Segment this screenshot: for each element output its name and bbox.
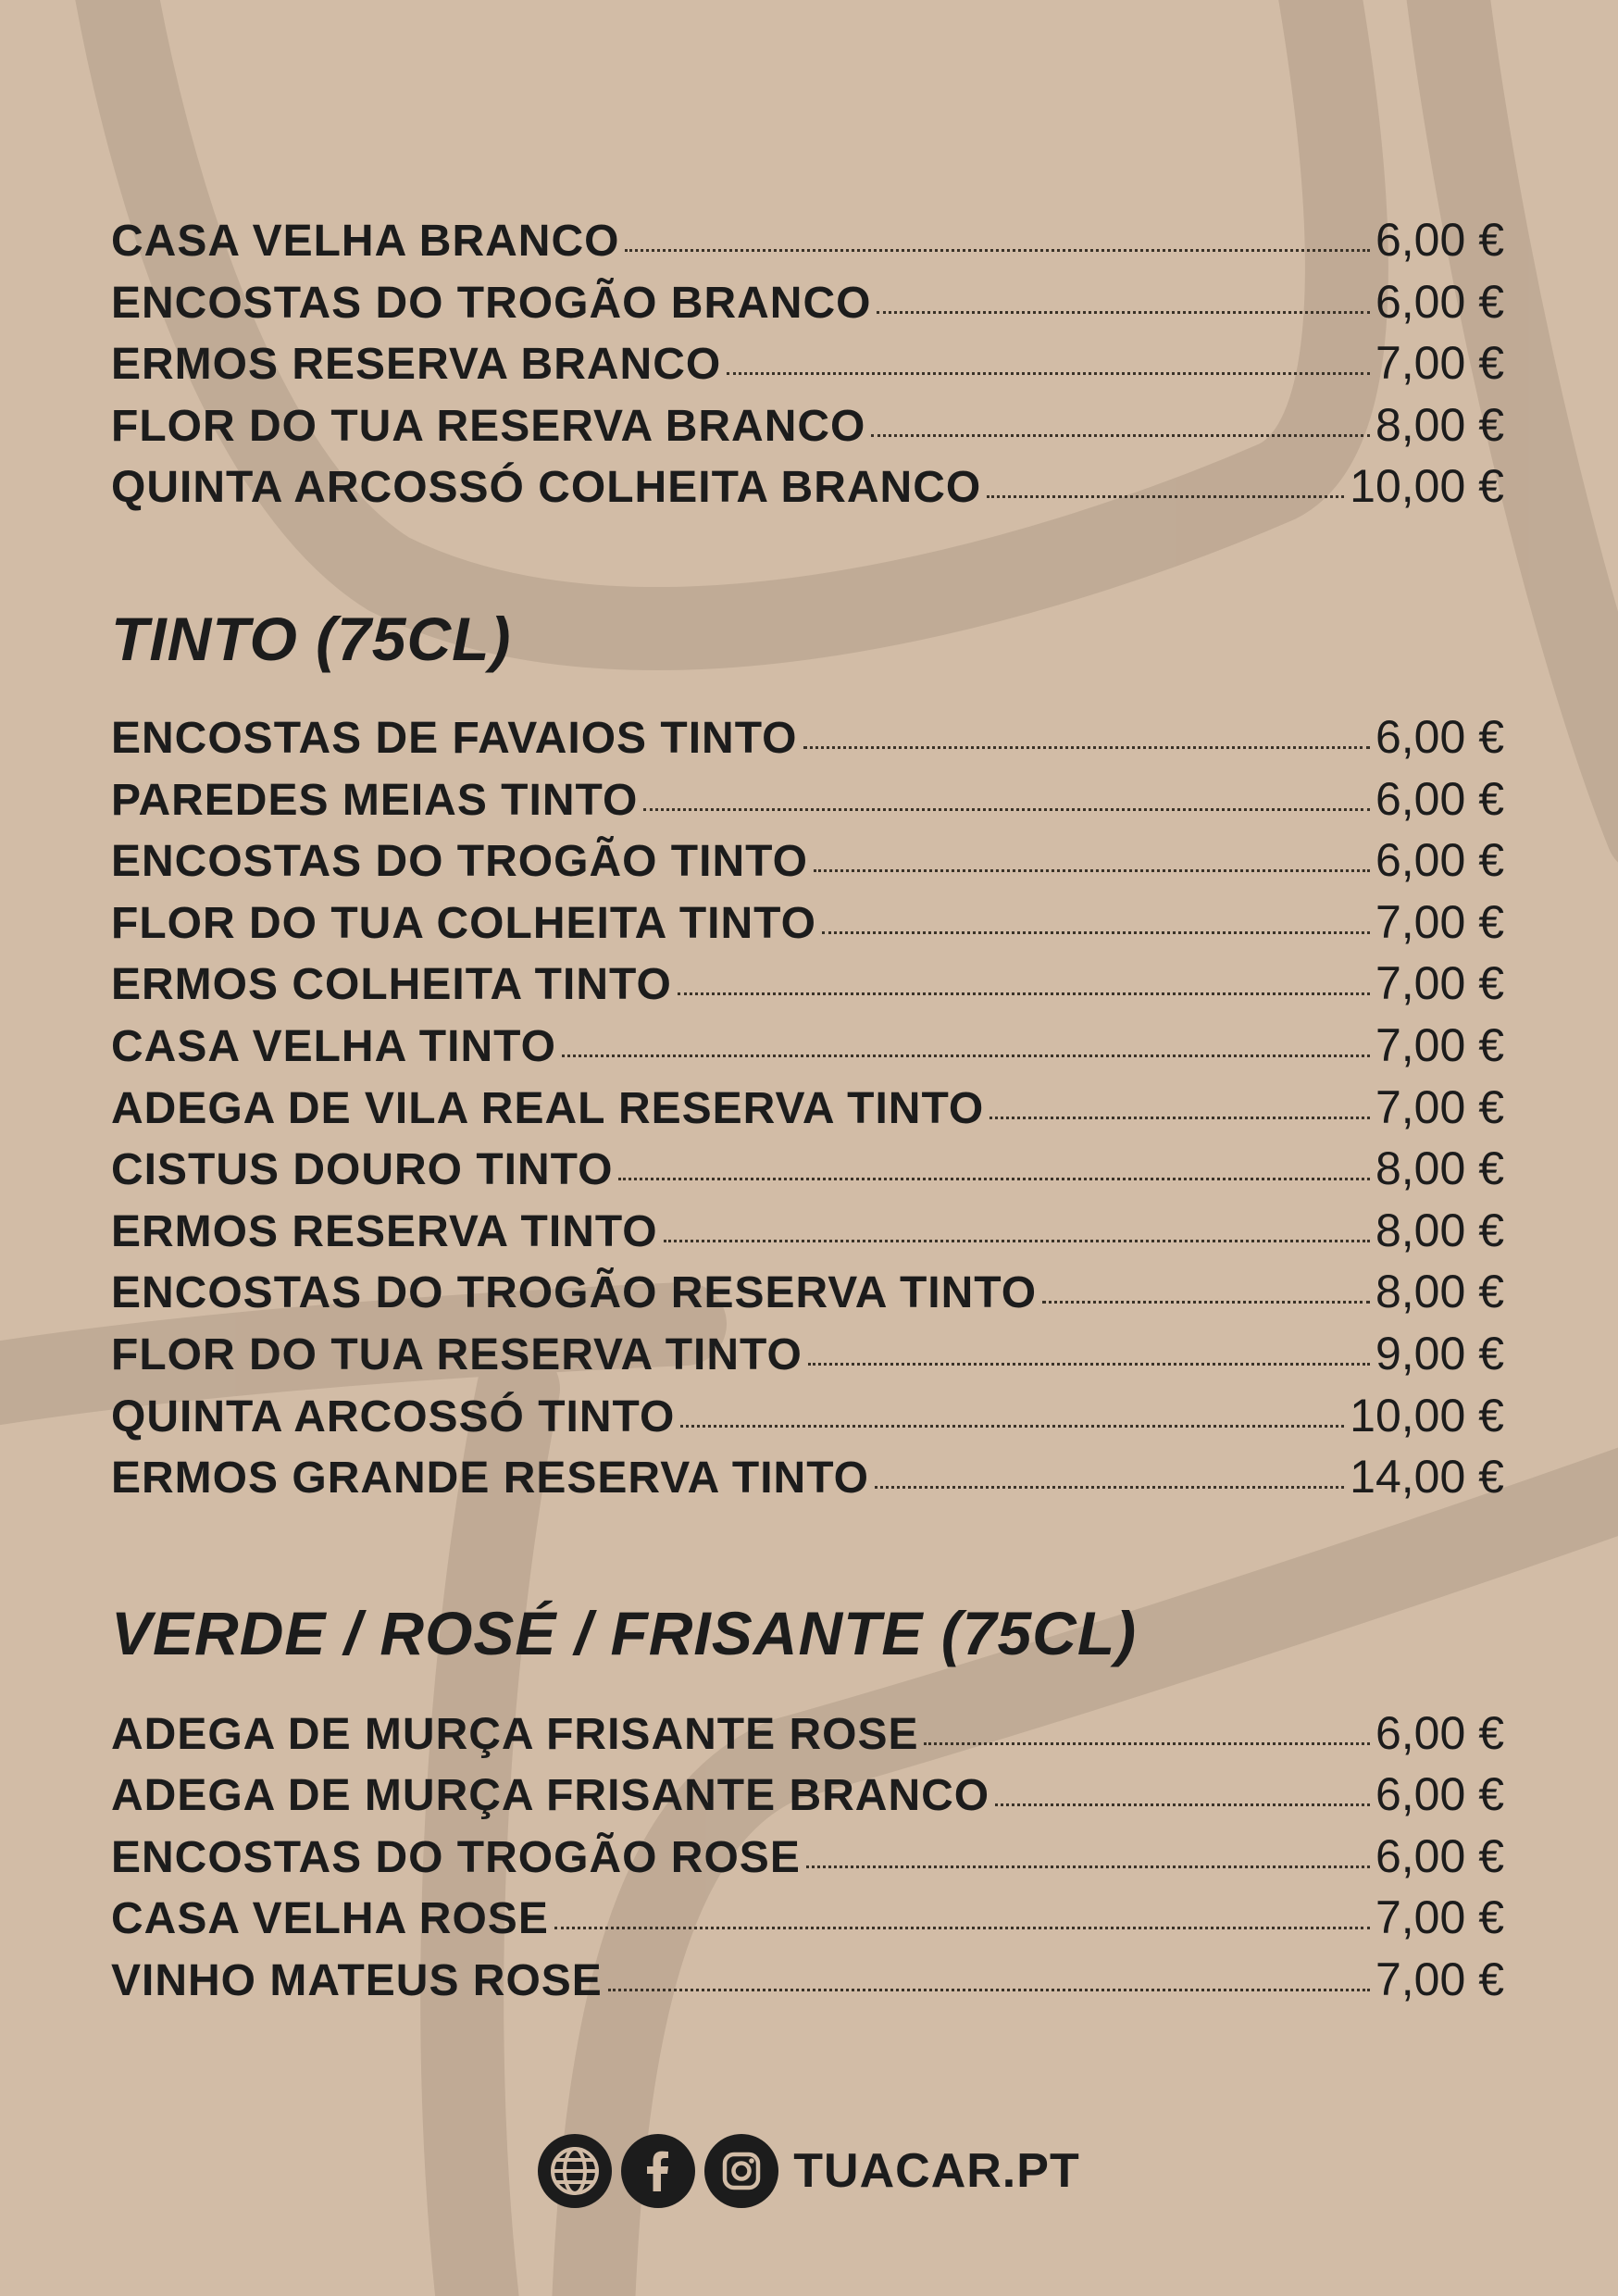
verde-list xyxy=(111,1706,1504,2015)
menu-item xyxy=(111,710,1504,772)
menu-item xyxy=(111,895,1504,957)
wine-name: QUINTA ARCOSSÓ COLHEITA BRANCO xyxy=(111,463,982,513)
dot-leader xyxy=(680,1425,1344,1428)
dot-leader xyxy=(875,1486,1344,1489)
dot-leader xyxy=(808,1363,1370,1366)
dot-leader xyxy=(822,931,1370,934)
menu-item xyxy=(111,833,1504,895)
wine-price: 7,00 € xyxy=(1375,337,1504,390)
wine-price: 6,00 € xyxy=(1375,1706,1504,1759)
dot-leader xyxy=(618,1178,1370,1180)
dot-leader xyxy=(806,1866,1370,1868)
dot-leader xyxy=(727,372,1370,375)
wine-name: ADEGA DE VILA REAL RESERVA TINTO xyxy=(111,1083,985,1133)
menu-item xyxy=(111,1265,1504,1327)
website-link[interactable]: TUACAR.PT xyxy=(793,2144,1080,2198)
wine-name: ENCOSTAS DO TROGÃO BRANCO xyxy=(111,278,872,328)
wine-price: 7,00 € xyxy=(1375,1018,1504,1071)
menu-item xyxy=(111,1767,1504,1829)
dot-leader xyxy=(871,434,1370,437)
menu-item xyxy=(111,1389,1504,1451)
wine-price: 9,00 € xyxy=(1375,1327,1504,1379)
wine-price: 7,00 € xyxy=(1375,1080,1504,1133)
wine-name: ENCOSTAS DO TROGÃO RESERVA TINTO xyxy=(111,1268,1038,1318)
wine-name: ERMOS RESERVA TINTO xyxy=(111,1206,658,1256)
wine-price: 6,00 € xyxy=(1375,772,1504,825)
wine-name: FLOR DO TUA RESERVA TINTO xyxy=(111,1329,803,1379)
wine-name: ADEGA DE MURÇA FRISANTE BRANCO xyxy=(111,1771,990,1821)
menu-item xyxy=(111,1829,1504,1891)
wine-price: 6,00 € xyxy=(1375,1768,1504,1821)
facebook-icon[interactable] xyxy=(621,2134,695,2208)
wine-name: ADEGA DE MURÇA FRISANTE ROSE xyxy=(111,1709,919,1759)
wine-price: 7,00 € xyxy=(1375,1953,1504,2006)
menu-item xyxy=(111,275,1504,337)
instagram-icon[interactable] xyxy=(704,2134,778,2208)
wine-name: CASA VELHA ROSE xyxy=(111,1894,549,1944)
menu-content xyxy=(111,213,1504,2015)
wine-price: 10,00 € xyxy=(1350,1389,1504,1441)
branco-list xyxy=(111,213,1504,521)
dot-leader xyxy=(625,249,1370,252)
menu-item xyxy=(111,1890,1504,1953)
wine-name: ERMOS COLHEITA TINTO xyxy=(111,960,672,1010)
wine-name: FLOR DO TUA COLHEITA TINTO xyxy=(111,898,816,948)
wine-price: 14,00 € xyxy=(1350,1451,1504,1504)
wine-name: CISTUS DOURO TINTO xyxy=(111,1145,614,1195)
wine-name: QUINTA ARCOSSÓ TINTO xyxy=(111,1391,676,1441)
wine-price: 6,00 € xyxy=(1375,214,1504,266)
wine-name: ERMOS GRANDE RESERVA TINTO xyxy=(111,1454,869,1504)
wine-name: CASA VELHA BRANCO xyxy=(111,217,620,266)
wine-price: 8,00 € xyxy=(1375,1142,1504,1195)
wine-price: 6,00 € xyxy=(1375,834,1504,887)
section-title-tinto: TINTO (75CL) xyxy=(111,604,512,673)
menu-item xyxy=(111,1953,1504,2015)
wine-name: VINHO MATEUS ROSE xyxy=(111,1956,603,2006)
section-title-verde-rose-frisante: VERDE / ROSÉ / FRISANTE (75CL) xyxy=(111,1598,1138,1667)
wine-name: ENCOSTAS DO TROGÃO TINTO xyxy=(111,837,808,887)
dot-leader xyxy=(803,746,1370,749)
wine-price: 8,00 € xyxy=(1375,1266,1504,1318)
wine-name: PAREDES MEIAS TINTO xyxy=(111,775,639,825)
menu-item xyxy=(111,956,1504,1018)
wine-price: 10,00 € xyxy=(1350,460,1504,513)
globe-icon[interactable] xyxy=(538,2134,612,2208)
dot-leader xyxy=(554,1927,1370,1929)
wine-price: 7,00 € xyxy=(1375,957,1504,1010)
tinto-list xyxy=(111,710,1504,1512)
menu-item xyxy=(111,336,1504,398)
menu-item xyxy=(111,1327,1504,1389)
dot-leader xyxy=(678,992,1370,995)
menu-item xyxy=(111,1142,1504,1204)
wine-price: 6,00 € xyxy=(1375,275,1504,328)
menu-item xyxy=(111,398,1504,460)
dot-leader xyxy=(562,1054,1370,1057)
dot-leader xyxy=(664,1240,1370,1242)
menu-item xyxy=(111,459,1504,521)
wine-name: ENCOSTAS DO TROGÃO ROSE xyxy=(111,1832,801,1882)
wine-name: FLOR DO TUA RESERVA BRANCO xyxy=(111,401,866,451)
wine-name: ERMOS RESERVA BRANCO xyxy=(111,340,722,390)
dot-leader xyxy=(814,869,1370,872)
wine-price: 7,00 € xyxy=(1375,895,1504,948)
dot-leader xyxy=(643,808,1370,811)
dot-leader xyxy=(995,1803,1370,1806)
dot-leader xyxy=(877,311,1370,314)
dot-leader xyxy=(1042,1301,1370,1304)
wine-price: 8,00 € xyxy=(1375,1204,1504,1256)
menu-item xyxy=(111,1204,1504,1266)
wine-price: 6,00 € xyxy=(1375,710,1504,763)
menu-item xyxy=(111,1018,1504,1080)
wine-price: 6,00 € xyxy=(1375,1829,1504,1882)
dot-leader xyxy=(608,1989,1370,1991)
menu-item xyxy=(111,772,1504,834)
dot-leader xyxy=(989,1117,1370,1119)
dot-leader xyxy=(924,1742,1370,1745)
menu-item xyxy=(111,1706,1504,1768)
menu-item xyxy=(111,213,1504,275)
footer xyxy=(0,2134,1618,2208)
dot-leader xyxy=(987,495,1344,498)
wine-price: 8,00 € xyxy=(1375,398,1504,451)
wine-name: CASA VELHA TINTO xyxy=(111,1021,556,1071)
menu-item xyxy=(111,1450,1504,1512)
wine-price: 7,00 € xyxy=(1375,1891,1504,1944)
menu-item xyxy=(111,1080,1504,1142)
wine-name: ENCOSTAS DE FAVAIOS TINTO xyxy=(111,713,798,763)
